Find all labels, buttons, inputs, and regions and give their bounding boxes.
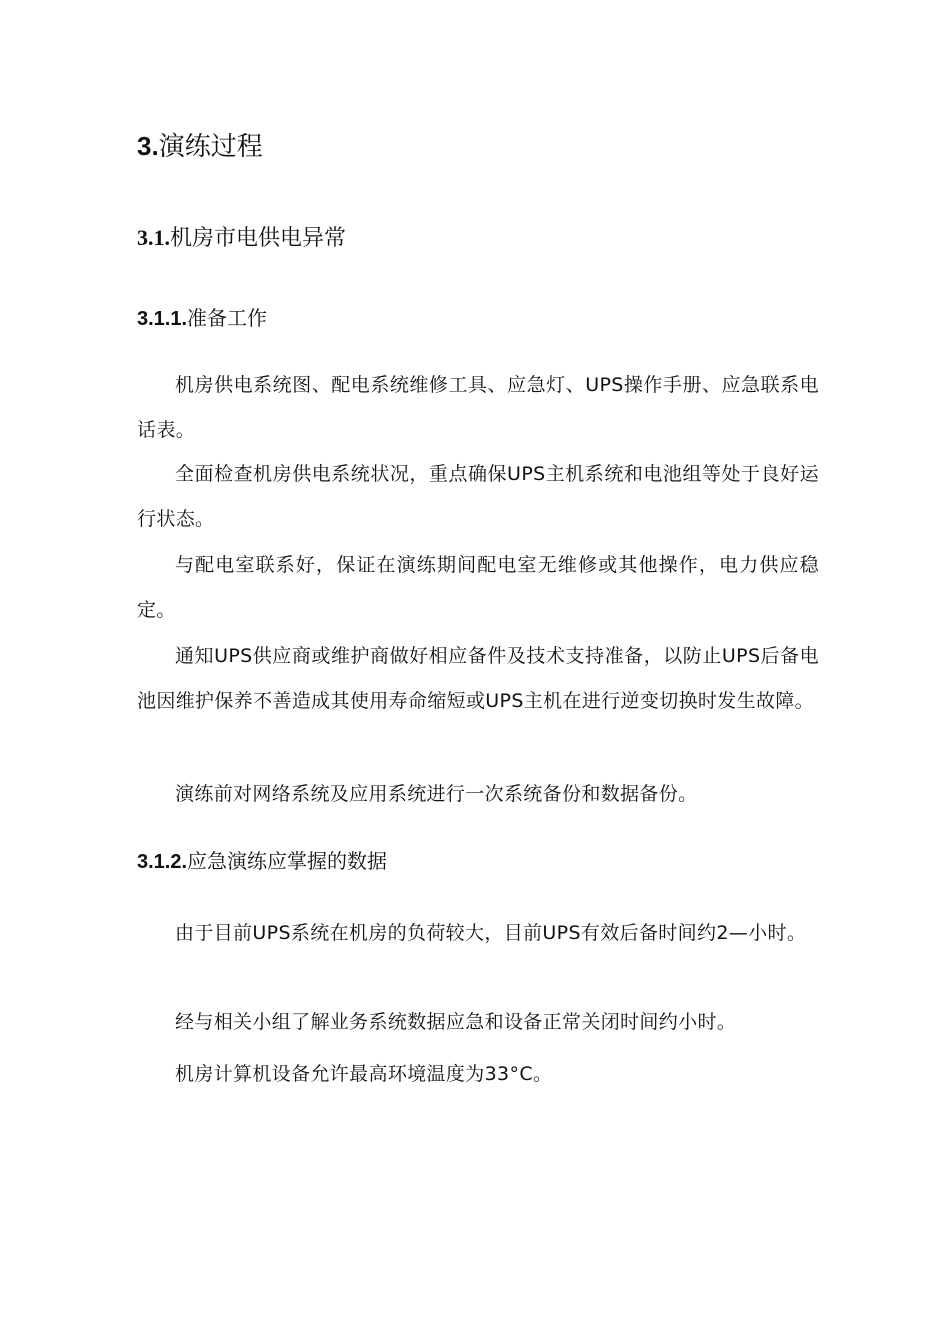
paragraph: 机房供电系统图、配电系统维修工具、应急灯、UPS操作手册、应急联系电话表。: [137, 374, 819, 441]
paragraph: 经与相关小组了解业务系统数据应急和设备正常关闭时间约小时。: [175, 1011, 737, 1033]
subsection-number: 3.1.: [137, 225, 170, 250]
subsubsection-title: 准备工作: [187, 306, 268, 330]
subsubsection-heading-drill-data: [137, 846, 819, 877]
subsubsection-number: 3.1.1.: [137, 308, 188, 330]
subsubsection-heading-preparation: [137, 303, 819, 334]
paragraph: 通知UPS供应商或维护商做好相应备件及技术支持准备，以防止UPS后备电池因维护保养不善造成其使用寿命缩短或UPS主机在进行逆变切换时发生故障。: [137, 645, 819, 712]
paragraph: 与配电室联系好，保证在演练期间配电室无维修或其他操作，电力供应稳定。: [137, 554, 819, 621]
paragraph: 全面检查机房供电系统状况，重点确保UPS主机系统和电池组等处于良好运行状态。: [137, 463, 819, 530]
paragraph: 机房计算机设备允许最高环境温度为33°C。: [175, 1063, 553, 1085]
subsection-title: 机房市电供电异常: [170, 226, 347, 251]
section-heading: [137, 128, 819, 165]
paragraph: 演练前对网络系统及应用系统进行一次系统备份和数据备份。: [175, 783, 698, 805]
subsubsection-title: 应急演练应掌握的数据: [187, 849, 388, 873]
paragraph: 由于目前UPS系统在机房的负荷较大，目前UPS有效后备时间约2—小时。: [175, 922, 807, 944]
section-title: 演练过程: [158, 132, 263, 162]
subsection-heading: [137, 222, 819, 255]
subsubsection-number: 3.1.2.: [137, 851, 188, 873]
section-number: 3.: [137, 131, 159, 161]
